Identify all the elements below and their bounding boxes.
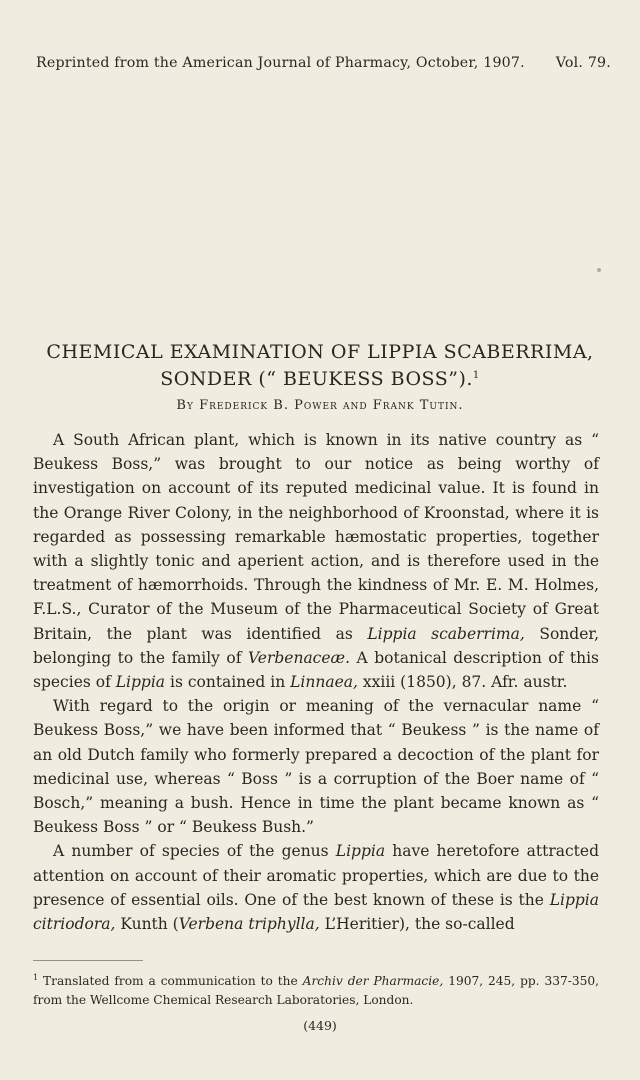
title-line-2-text: SONDER (“ BEUKESS BOSS”). — [160, 368, 473, 390]
p1-text-2: Sonder, belonging to the family of — [33, 624, 600, 667]
footnote-text-2: 1907, 245, pp. 337-350, from the Wellcome Chemical Research Laboratories, London. — [33, 974, 600, 1008]
p3-text-3: Kunth ( — [120, 915, 179, 934]
p3-species-name: Lippia citriodora, — [33, 890, 599, 934]
p1-genus-name: Lippia — [115, 673, 166, 692]
title-line-2 — [0, 364, 640, 391]
p3-text-2: have heretofore attracted attention on account of their aromatic properties, which are due to the presence of essential oils. One of the best known of these is the — [33, 842, 599, 909]
author-power: Frederick B. Power — [199, 398, 338, 413]
header-citation: Reprinted from the American Journal of Pharmacy, October, 1907. — [36, 55, 525, 71]
title-footnote-mark: 1 — [472, 370, 480, 381]
footnote-text-1: Translated from a communication to the — [43, 974, 298, 989]
p1-text-4: is contained in — [169, 673, 286, 692]
print-speck — [597, 268, 601, 272]
page-number: (449) — [303, 1018, 337, 1033]
author-tutin: Frank Tutin. — [372, 398, 464, 413]
p1-species-name: Lippia scaberrima, — [367, 624, 525, 643]
p3-text-4: L’Heritier), the so-called — [324, 915, 515, 934]
p1-text-3: A botanical description of this species of — [33, 648, 599, 692]
p3-synonym-name: Verbena triphylla, — [178, 915, 320, 934]
paragraph-2: With regard to the origin or meaning of the vernacular name “ Beukess Boss,” we have been informed that “ Beukess ” is the name of an old Dutch family who formerly prepared a decoction of the plant for medicinal use, whereas “ Boss ” is a corruption of the Boer name of “ Bosch,” meaning a bush. Hence in time the plant became known as “ Beukess Boss ” or “ Beukess Bush.” — [33, 697, 599, 837]
p3-genus-name: Lippia — [335, 842, 386, 861]
footnote — [33, 968, 599, 1010]
p3-text-1: A number of species of the genus — [53, 842, 329, 861]
p1-text-5: xxiii (1850), 87. Afr. austr. — [362, 673, 568, 692]
footnote-divider — [33, 960, 143, 961]
p1-text-1: A South African plant, which is known in its native country as “ Beukess Boss,” was brought to our notice as being worthy of investigation on account of its reputed medicinal value. It is found in the Orange River Colony, in the neighborhood of Kroonstad, where it is regarded as possessing remarkable hæmostatic properties, together with a slightly tonic and aperient action, and is therefore used in the treatment of hæmorrhoids. Through the kindness of Mr. E. M. Holmes, F.L.S., Curator of the Museum of the Pharmaceutical Society of Great Britain, the plant was identified as — [33, 431, 599, 643]
p1-family-name: Verbenaceæ. — [248, 648, 351, 667]
p1-journal-name: Linnaea, — [290, 673, 358, 692]
byline — [0, 398, 640, 413]
byline-prefix: By — [176, 398, 194, 413]
header-volume: Vol. 79. — [555, 55, 611, 71]
article-body — [33, 428, 599, 936]
paragraph-1 — [33, 428, 599, 694]
footnote-mark: 1 — [33, 973, 39, 982]
paragraph-3 — [33, 839, 599, 936]
byline-conjunction: and — [342, 398, 368, 413]
running-header — [36, 55, 611, 71]
title-line-1: CHEMICAL EXAMINATION OF LIPPIA SCABERRIMA, — [46, 341, 594, 363]
article-title — [0, 340, 640, 391]
footnote-journal: Archiv der Pharmacie, — [302, 974, 444, 989]
